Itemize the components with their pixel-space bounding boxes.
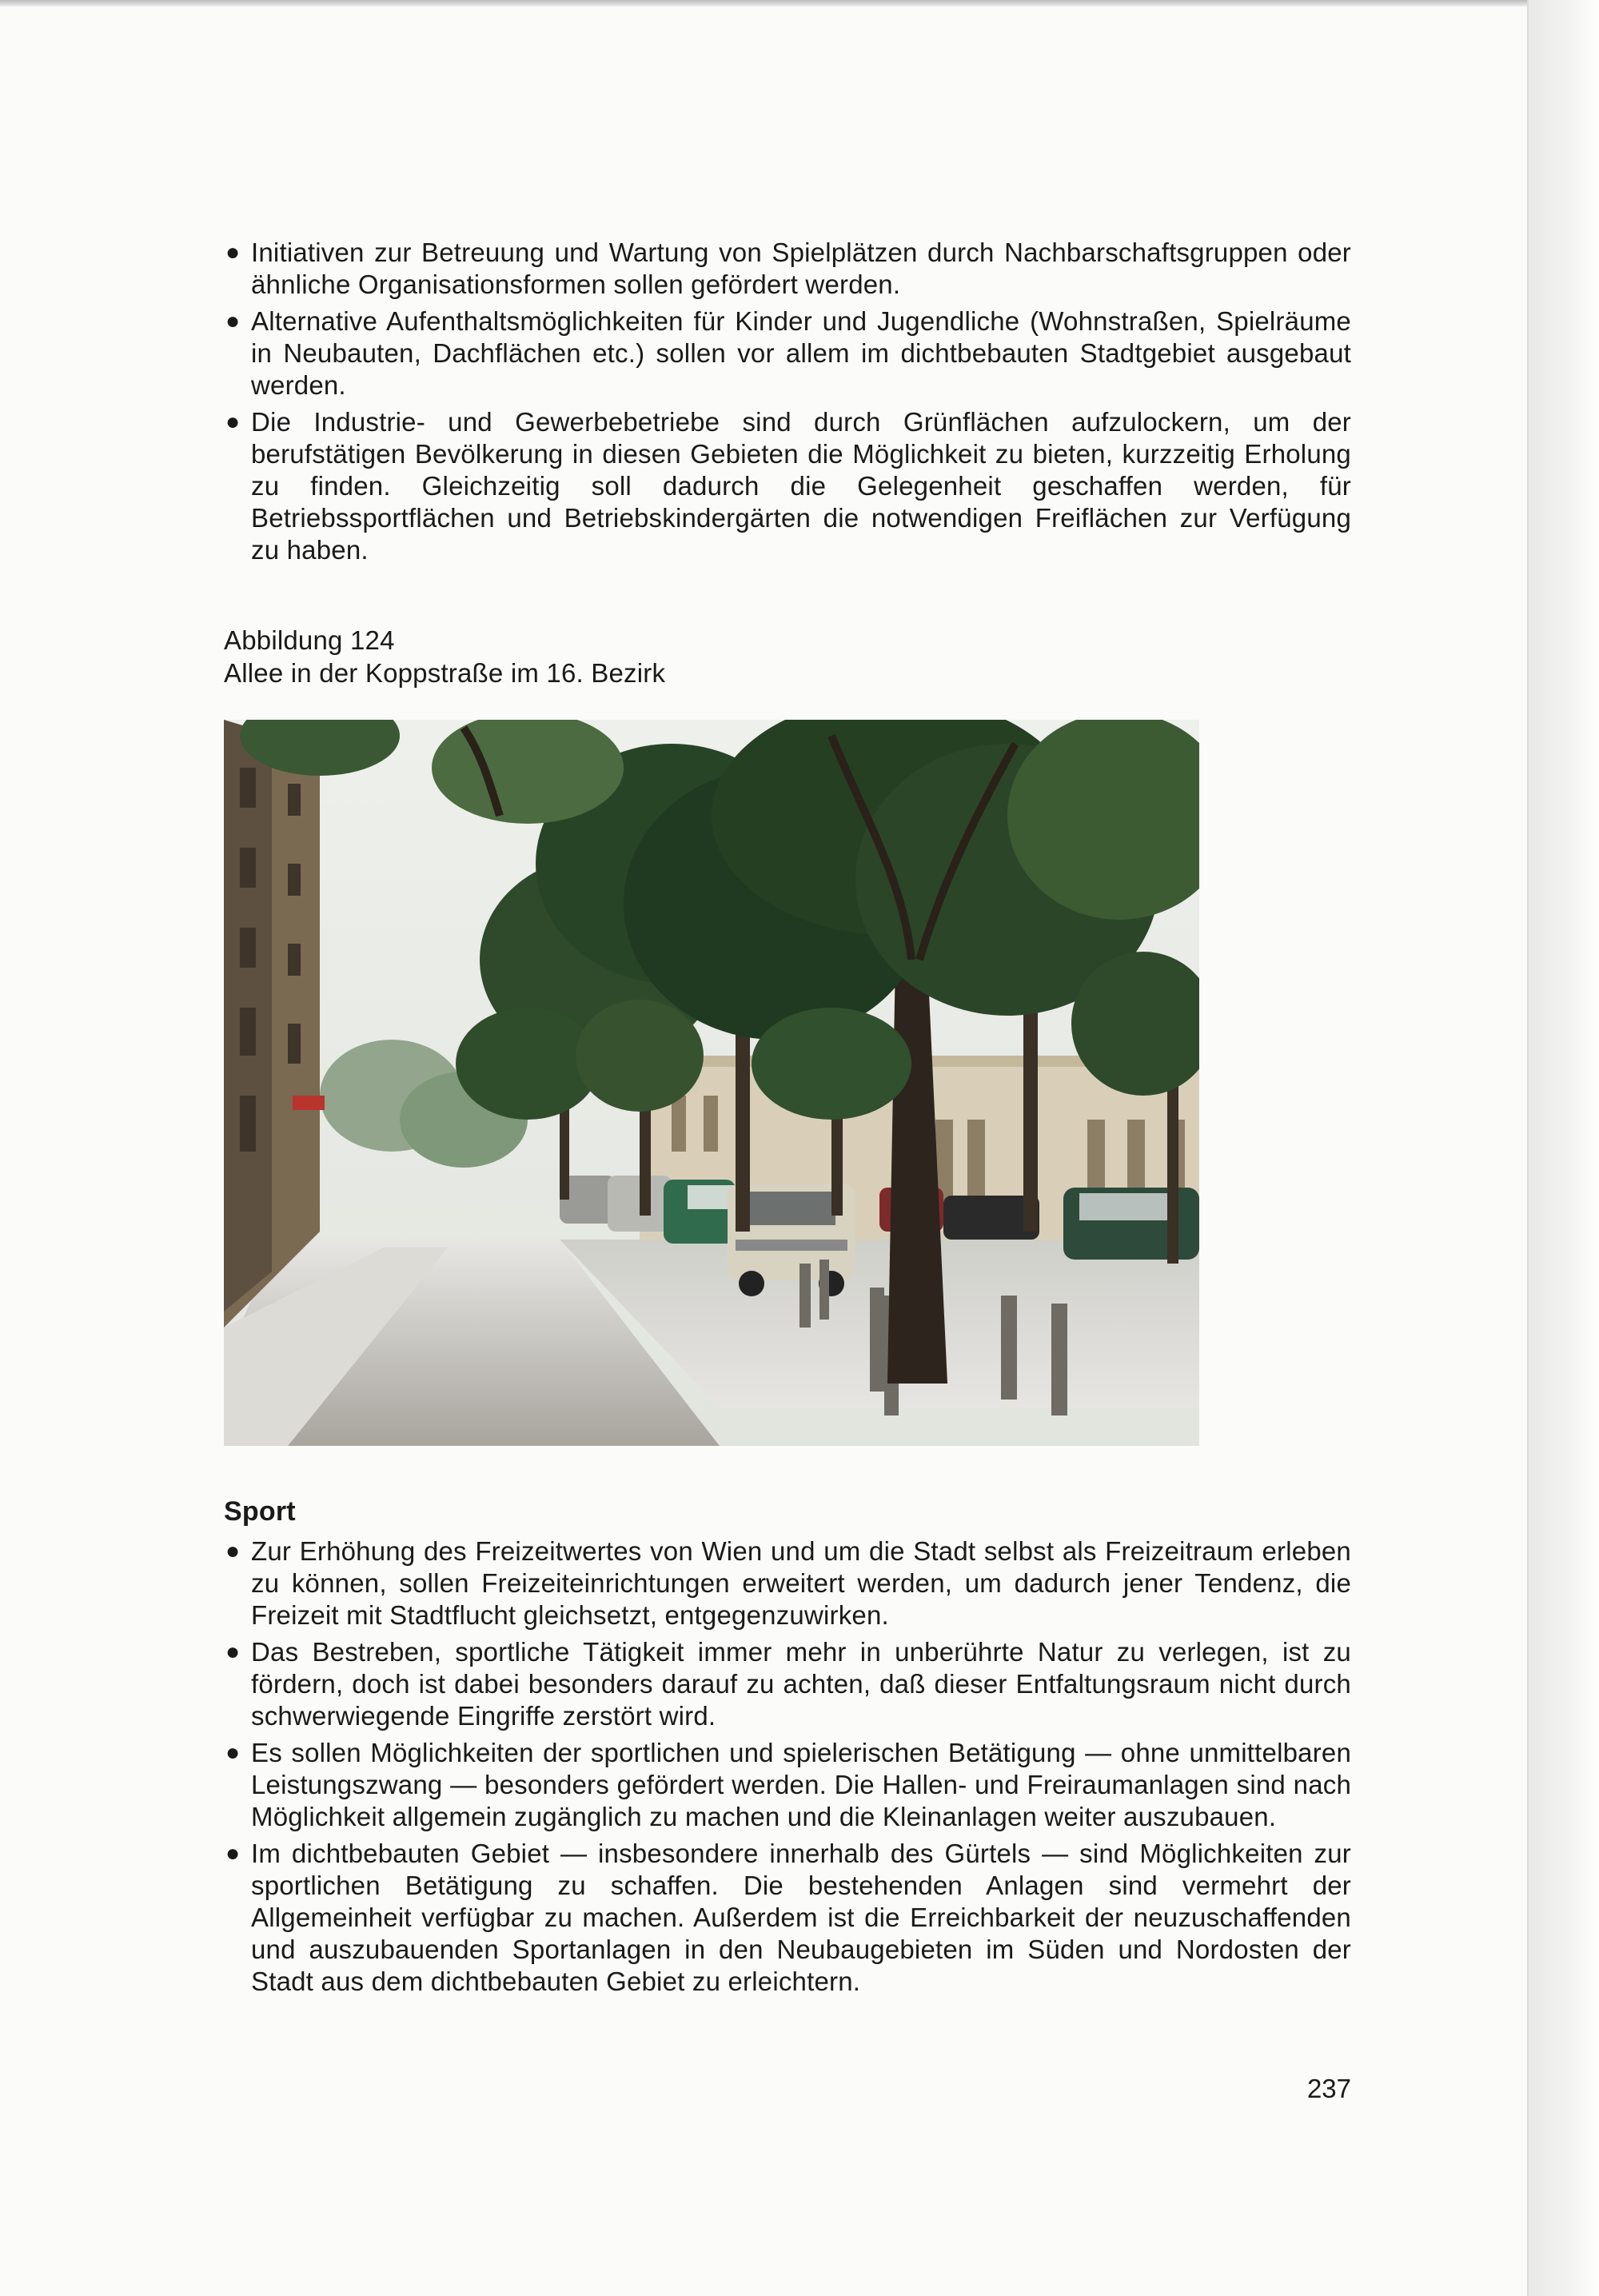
scan-right-margin xyxy=(1527,0,1599,2296)
list-item: ● Im dichtbebauten Gebiet — insbesondere innerhalb des Gürtels — sind Möglichkeiten zur sportlichen Betätigung zu schaffen. Die bestehenden Anlagen sind vermehrt der Allgemeinheit verfügbar zu machen. Außerdem ist die Erreichbarkeit der neuzuschaffenden und auszubauenden Sportanlagen in den Neubaugebieten im Süden und Nordosten der Stadt aus dem dichtbebauten Gebiet zu erleichtern. xyxy=(225,1839,1351,1996)
figure-caption-text: Allee in der Koppstraße im 16. Bezirk xyxy=(224,658,666,688)
list-item: ● Das Bestreben, sportliche Tätigkeit immer mehr in unberührte Natur zu verlegen, ist zu fördern, doch ist dabei besonders darauf zu achten, daß dieser Entfaltungsraum nicht durch schwerwiegende Eingriffe zerstört wird. xyxy=(225,1637,1351,1731)
figure-label: Abbildung 124 xyxy=(224,625,395,655)
list-item: ● Die Industrie- und Gewerbebetriebe sind durch Grünflächen aufzulockern, um der berufstätigen Bevölkerung in diesen Gebieten die Möglichkeit zu bieten, kurzzeitig Erholung zu finden. Gleichzeitig soll dadurch die Gelegenheit geschaffen werden, für Betriebssportflächen und Betriebskindergärten die notwendigen Freiflächen zur Verfügung zu haben. xyxy=(225,407,1351,565)
bullet-list-top xyxy=(224,237,1351,571)
page-number: 237 xyxy=(1306,2074,1351,2103)
list-item: ● Initiativen zur Betreuung und Wartung von Spielplätzen durch Nachbarschaftsgruppen oder ähnliche Organisationsformen sollen gefördert werden. xyxy=(225,238,1351,299)
bullet-icon: ● xyxy=(225,1639,241,1665)
bullet-icon: ● xyxy=(225,308,241,334)
figure-caption xyxy=(224,624,1351,689)
list-item: ● Es sollen Möglichkeiten der sportlichen und spielerischen Betätigung — ohne unmittelbaren Leistungszwang — besonders gefördert werden. Die Hallen- und Freiraumanlagen sind nach Möglichkeit allgemein zugänglich zu machen und die Kleinanlagen weiter auszubauen. xyxy=(225,1738,1351,1831)
list-item: ● Alternative Aufenthaltsmöglichkeiten für Kinder und Jugendliche (Wohnstraßen, Spielräume in Neubauten, Dachflächen etc.) sollen vor allem im dichtbebauten Stadtgebiet ausgebaut werden. xyxy=(225,306,1351,400)
list-item: ● Zur Erhöhung des Freizeitwertes von Wien und um die Stadt selbst als Freizeitraum erleben zu können, sollen Freizeiteinrichtungen erweitert werden, um dadurch jener Tendenz, die Freizeit mit Stadtflucht gleichsetzt, entgegenzuwirken. xyxy=(225,1536,1351,1630)
bullet-icon: ● xyxy=(225,1840,241,1867)
bullet-icon: ● xyxy=(225,1538,241,1564)
bullet-icon: ● xyxy=(225,239,241,266)
bullet-icon: ● xyxy=(225,1739,241,1766)
bullet-icon: ● xyxy=(225,409,241,435)
section-sport xyxy=(224,1495,1351,2003)
street-photo xyxy=(224,720,1199,1446)
section-heading: Sport xyxy=(224,1496,296,1527)
scan-top-edge xyxy=(0,0,1599,6)
